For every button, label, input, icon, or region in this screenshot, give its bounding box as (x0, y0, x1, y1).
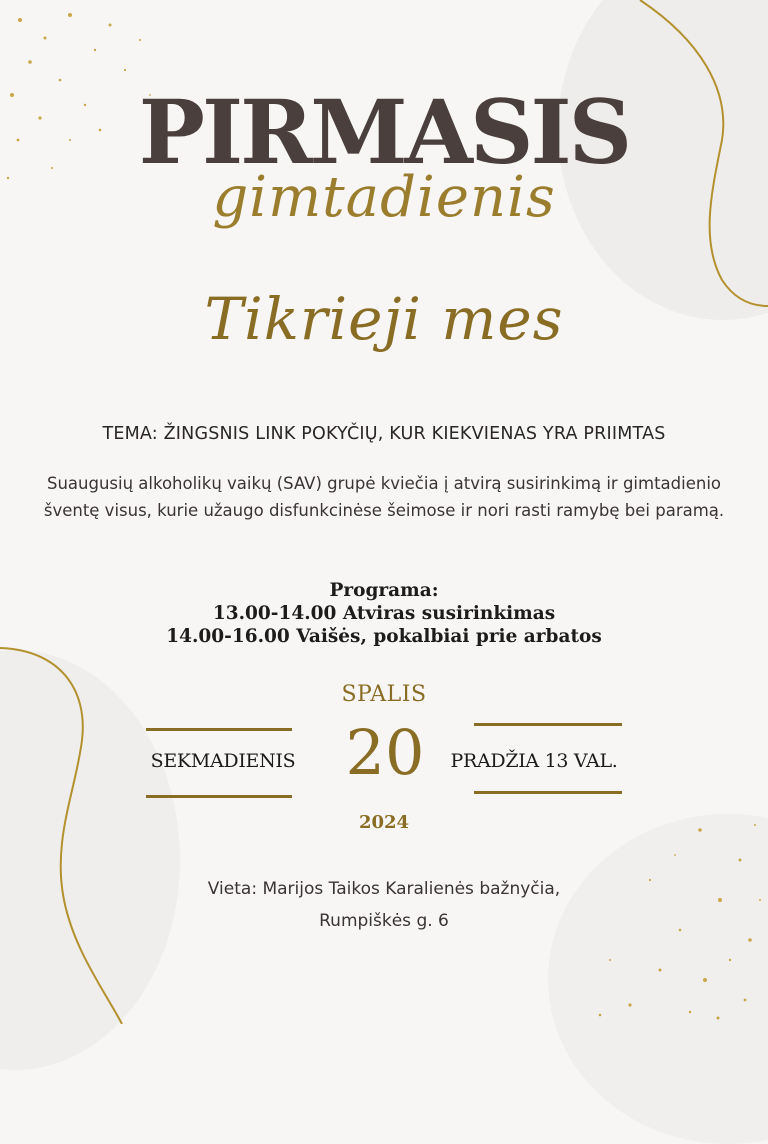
program-item: 14.00-16.00 Vaišės, pokalbiai prie arbatos (166, 626, 602, 647)
program-heading: Programa: (329, 580, 439, 601)
program-block (0, 579, 768, 648)
venue-line: Rumpiškės g. 6 (319, 911, 449, 931)
intro-paragraph: Suaugusių alkoholikų vaikų (SAV) grupė kviečia į atvirą susirinkimą ir gimtadienio šventę visus, kurie užaugo disfunkcinėse šeimose ir nori rasti ramybę bei paramą. (43, 474, 725, 520)
title: PIRMASIS (138, 80, 630, 184)
venue-line: Vieta: Marijos Taikos Karalienės bažnyčia, (207, 879, 561, 899)
start-time: PRADŽIA 13 VAL. (450, 750, 618, 772)
subtitle-script: gimtadienis (212, 165, 556, 230)
venue (0, 873, 768, 937)
divider-left-bottom (146, 795, 292, 798)
divider-left-top (146, 728, 292, 731)
event-name: Tikrieji mes (204, 285, 564, 353)
program-item: 13.00-14.00 Atviras susirinkimas (212, 603, 556, 624)
date-weekday: SEKMADIENIS (150, 750, 296, 772)
date-year: 2024 (358, 812, 410, 833)
divider-right-bottom (474, 791, 622, 794)
theme-line: TEMA: ŽINGSNIS LINK POKYČIŲ, KUR KIEKVIENAS YRA PRIIMTAS (102, 424, 666, 444)
date-day: 20 (345, 716, 425, 789)
date-month: SPALIS (341, 682, 427, 707)
divider-right-top (474, 723, 622, 726)
